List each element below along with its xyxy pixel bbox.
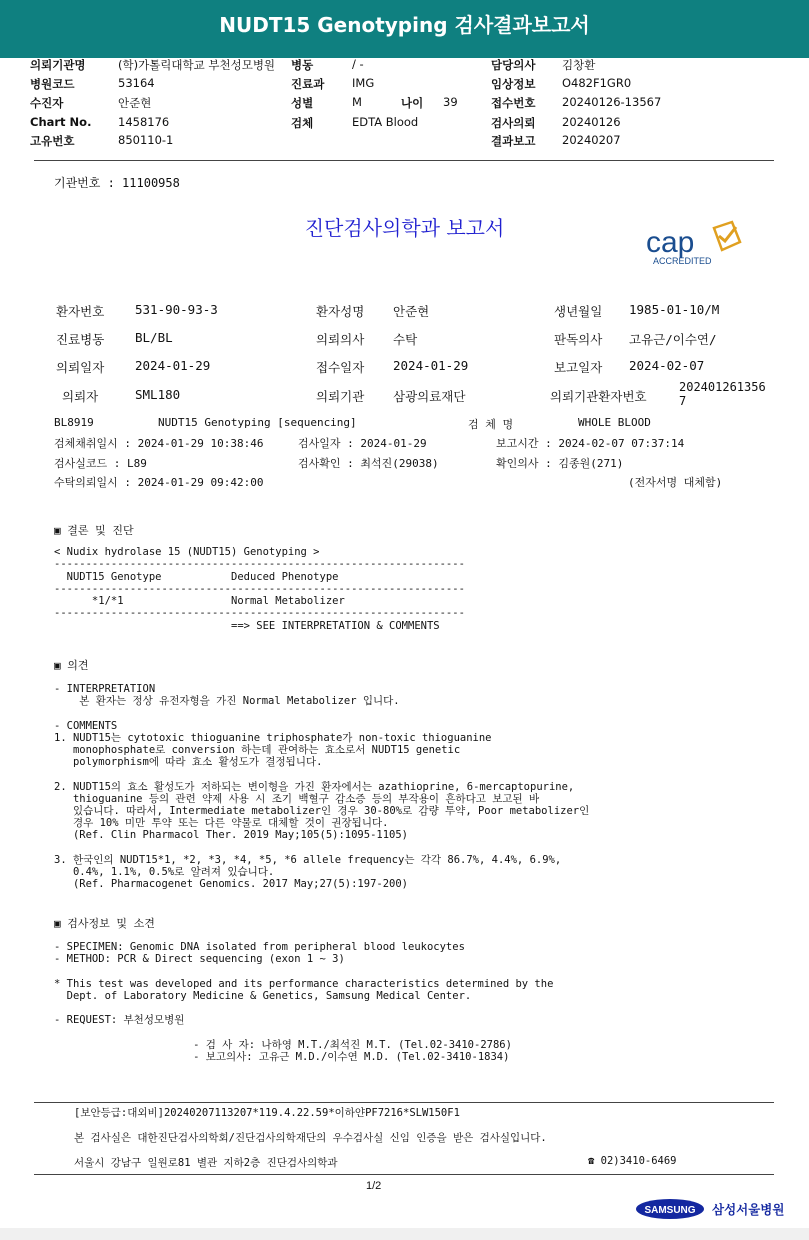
label-receipt-date: 접수일자 [316, 360, 365, 375]
value-birthdate: 1985-01-10/M [629, 302, 720, 317]
hospital-name-text: 삼성서울병원 [712, 1202, 785, 1217]
lab-address: 서울시 강남구 일원로81 별관 지하2층 진단검사의학과 [74, 1157, 338, 1169]
confirming-doctor: 확인의사 : 김종원(271) [496, 457, 624, 470]
label-sex: 성별 [291, 96, 314, 110]
value-requesting-agency: 삼광의료재단 [393, 389, 466, 404]
footer-divider-bottom [34, 1174, 774, 1175]
value-patient: 안준현 [118, 96, 152, 110]
label-birthdate: 생년월일 [554, 304, 603, 319]
label-requesting-agency: 의뢰기관 [316, 389, 365, 404]
consignment-datetime: 수탁의뢰일시 : 2024-01-29 09:42:00 [54, 476, 264, 489]
certification-note: 본 검사실은 대한진단검사의학회/진단검사의학재단의 우수검사실 신임 인증을 받은 검사실입니다. [74, 1132, 547, 1144]
lab-code: 검사실코드 : L89 [54, 457, 147, 470]
value-requesting-doctor: 수탁 [393, 332, 418, 347]
label-age: 나이 [401, 96, 424, 110]
label-reading-doctor: 판독의사 [554, 332, 603, 347]
value-agency-patient-no: 2024012613567 [679, 380, 766, 408]
value-receipt-no: 20240126-13567 [562, 95, 662, 109]
test-info-body: - SPECIMEN: Genomic DNA isolated from peripheral blood leukocytes - METHOD: PCR & Direct sequencing (exon 1 ~ 3) * This test was developed and its performance characteristics determined by the Dept. of Laboratory Medicine & Genetics, Samsung Medical Center. - REQUEST: 부천성모병원 - 검 사 자: 나하영 M.T./최석진 M.T. (Tel.02-3410-2786) - 보고의사: 고유근 M.D./이수연 M.D. (Tel.02-3410-1834) [54, 941, 554, 1063]
specimen-value: WHOLE BLOOD [578, 416, 651, 429]
report-time: 보고시간 : 2024-02-07 07:37:14 [496, 437, 685, 450]
security-line: [보안등급:대외비]20240207113207*119.4.22.59*이하얀PF7216*SLW150F1 [74, 1107, 460, 1119]
section-test-info-header: ▣ 검사정보 및 소견 [54, 917, 155, 930]
label-chart-no: Chart No. [30, 115, 92, 129]
label-patient-name: 환자성명 [316, 304, 365, 319]
value-reading-doctor: 고유근/이수연/ [629, 332, 717, 347]
value-hospital-code: 53164 [118, 76, 155, 90]
label-specimen: 검체 [291, 116, 314, 130]
genotype-result-table: < Nudix hydrolase 15 (NUDT15) Genotyping > ----------------------------------------------------------------- NUDT15 Genotype Deduced Phenotype ----------------------------------------------------------------- *1/*1 Normal Metabolizer ----------------------------------------------------------------- ==> SEE INTERPRETATION & COMMENTS [54, 546, 465, 632]
value-physician: 김창환 [562, 58, 596, 72]
value-clinic-ward: BL/BL [135, 330, 173, 345]
cap-accredited-logo [640, 218, 750, 268]
test-name: NUDT15 Genotyping [sequencing] [158, 416, 357, 429]
collection-datetime: 검체채취일시 : 2024-01-29 10:38:46 [54, 437, 264, 450]
value-patient-no: 531-90-93-3 [135, 302, 218, 317]
label-ward: 병동 [291, 58, 314, 72]
label-hospital-code: 병원코드 [30, 77, 75, 91]
e-signature-note: (전자서명 대체함) [628, 476, 723, 489]
specimen-label: 검 체 명 [468, 418, 514, 431]
label-physician: 담당의사 [491, 58, 536, 72]
cap-accredited-text: ACCREDITED [653, 256, 712, 266]
document-title: NUDT15 Genotyping 검사결과보고서 [219, 13, 590, 37]
samsung-brand-text: SAMSUNG [644, 1205, 696, 1216]
label-patient-no: 환자번호 [56, 304, 105, 319]
value-ward: / - [352, 57, 364, 71]
label-requesting-doctor: 의뢰의사 [316, 332, 365, 347]
test-date: 검사일자 : 2024-01-29 [298, 437, 427, 450]
value-sex: M [352, 95, 362, 109]
test-code: BL8919 [54, 416, 94, 429]
label-test-request: 검사의뢰 [491, 116, 536, 130]
agency-number: 기관번호 : 11100958 [54, 176, 180, 190]
label-unique-no: 고유번호 [30, 134, 75, 148]
test-confirm: 검사확인 : 최석진(29038) [298, 457, 439, 470]
value-requesting-institution: (학)가톨릭대학교 부천성모병원 [118, 58, 276, 72]
samsung-medical-center-logo [636, 1196, 786, 1224]
label-department: 진료과 [291, 77, 325, 91]
value-clinical-info: O482F1GR0 [562, 76, 632, 90]
value-requester: SML180 [135, 387, 181, 402]
page-number: 1/2 [366, 1180, 382, 1192]
label-clinic-ward: 진료병동 [56, 332, 105, 347]
value-chart-no: 1458176 [118, 115, 170, 129]
label-requesting-institution: 의뢰기관명 [30, 58, 86, 72]
value-test-request: 20240126 [562, 115, 621, 129]
footer-divider-top [34, 1102, 774, 1103]
value-request-date: 2024-01-29 [135, 358, 211, 373]
value-patient-name: 안준현 [393, 304, 430, 319]
value-specimen: EDTA Blood [352, 115, 419, 129]
label-result-report: 결과보고 [491, 134, 536, 148]
value-age: 39 [443, 95, 458, 109]
label-clinical-info: 임상정보 [491, 77, 536, 91]
cap-logo-text: cap [646, 226, 695, 259]
label-requester: 의뢰자 [62, 389, 99, 404]
label-request-date: 의뢰일자 [56, 360, 105, 375]
value-receipt-date: 2024-01-29 [393, 358, 469, 373]
section-opinion-header: ▣ 의견 [54, 659, 89, 672]
value-result-report: 20240207 [562, 133, 621, 147]
lab-phone: ☎ 02)3410-6469 [588, 1155, 677, 1167]
header-divider [34, 160, 774, 161]
label-report-date: 보고일자 [554, 360, 603, 375]
page-bottom-strip [0, 1228, 809, 1240]
label-agency-patient-no: 의뢰기관환자번호 [550, 389, 647, 404]
label-receipt-no: 접수번호 [491, 96, 536, 110]
section-conclusion-header: ▣ 결론 및 진단 [54, 524, 134, 537]
label-patient: 수진자 [30, 96, 64, 110]
report-title: 진단검사의학과 보고서 [304, 216, 505, 240]
value-report-date: 2024-02-07 [629, 358, 705, 373]
value-unique-no: 850110-1 [118, 133, 174, 147]
interpretation-comments: - INTERPRETATION 본 환자는 정상 유전자형을 가진 Normal Metabolizer 입니다. - COMMENTS 1. NUDT15는 cytotoxic thioguanine triphosphate가 non-toxic thioguanine monophosphate로 conversion 하는데 관여하는 효소로서 NUDT15 genetic polymorphism에 따라 효소 활성도가 결정됩니다. 2. NUDT15의 효소 활성도가 저하되는 변이형을 가진 환자에서는 azathioprine, 6-mercaptopurine, thioguanine 등의 관련 약제 사용 시 조기 백혈구 감소증 등의 부작용이 흔하다고 보고된 바 있습니다. 따라서, Intermediate metabolizer인 경우 30-80%로 감량 투약, Poor metabolizer인 경우 10% 미만 투약 또는 다른 약물로 대체할 것이 권장됩니다. (Ref. Clin Pharmacol Ther. 2019 May;105(5):1095-1105) 3. 한국인의 NUDT15*1, *2, *3, *4, *5, *6 allele frequency는 각각 86.7%, 4.4%, 6.9%, 0.4%, 1.1%, 0.5%로 알려져 있습니다. (Ref. Pharmacogenet Genomics. 2017 May;27(5):197-200) [54, 683, 590, 891]
value-department: IMG [352, 76, 375, 90]
